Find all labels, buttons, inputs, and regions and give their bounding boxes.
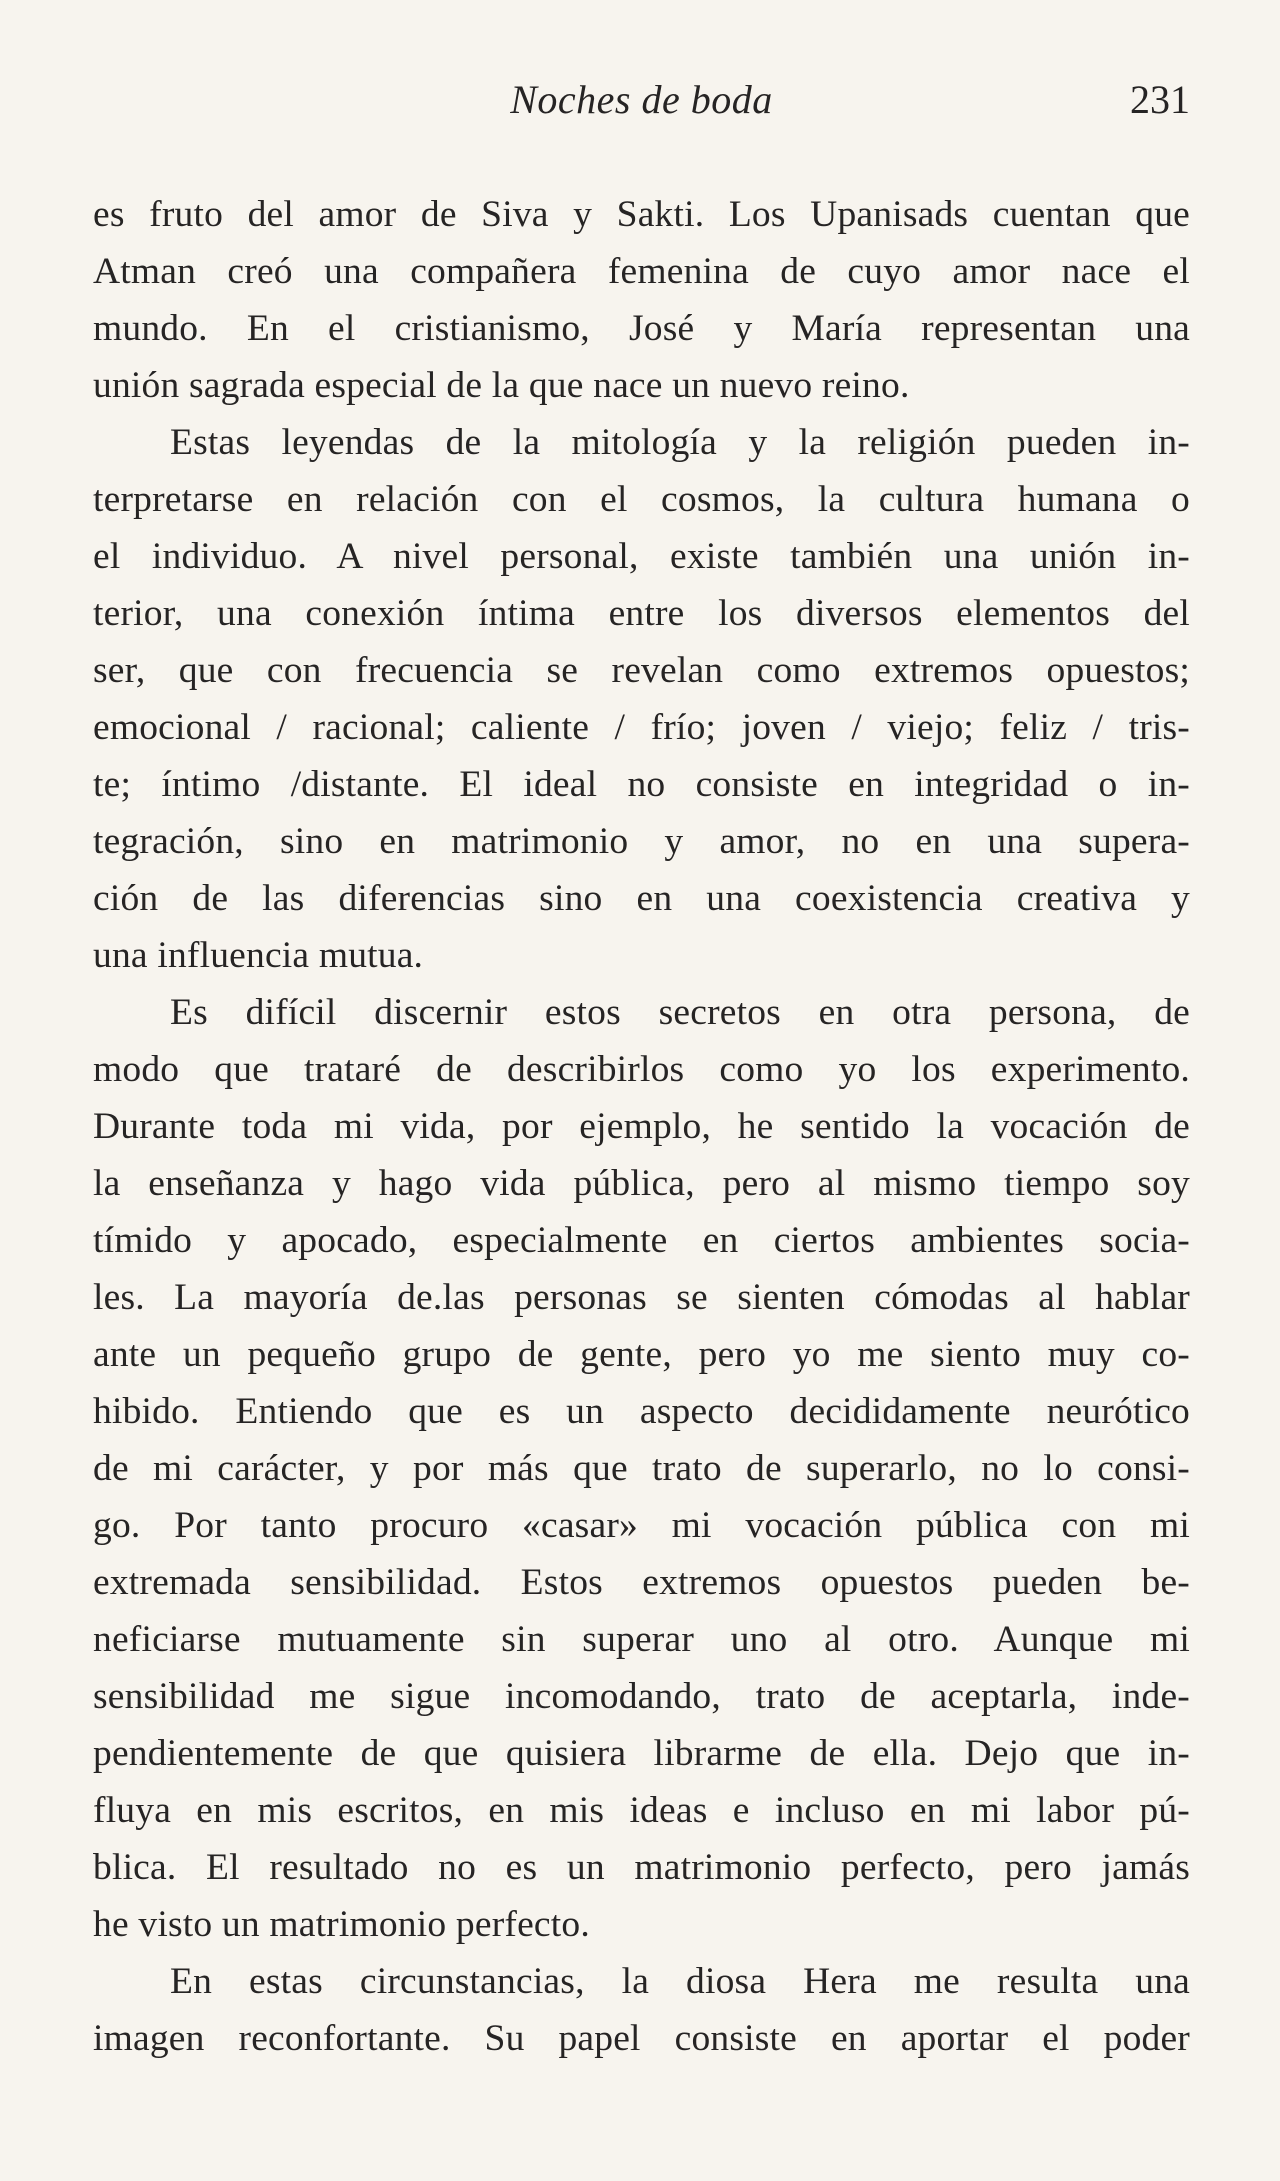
text-line: pendientemente de que quisiera librarme de ella. Dejo que in-	[93, 1733, 1190, 1774]
text-line: blica. El resultado no es un matrimonio perfecto, pero jamás	[93, 1847, 1190, 1888]
text-line: emocional / racional; caliente / frío; joven / viejo; feliz / tris-	[93, 707, 1190, 748]
text-line: Durante toda mi vida, por ejemplo, he sentido la vocación de	[93, 1106, 1190, 1147]
text-line: mundo. En el cristianismo, José y María representan una	[93, 308, 1190, 349]
text-line: les. La mayoría de.las personas se sienten cómodas al hablar	[93, 1277, 1190, 1318]
text-line: go. Por tanto procuro «casar» mi vocación pública con mi	[93, 1505, 1190, 1546]
body-text	[93, 186, 1190, 2067]
text-line: sensibilidad me sigue incomodando, trato de aceptarla, inde-	[93, 1676, 1190, 1717]
text-line: la enseñanza y hago vida pública, pero al mismo tiempo soy	[93, 1163, 1190, 1204]
text-line: terpretarse en relación con el cosmos, la cultura humana o	[93, 479, 1190, 520]
text-line: fluya en mis escritos, en mis ideas e incluso en mi labor pú-	[93, 1790, 1190, 1831]
text-line: En estas circunstancias, la diosa Hera me resulta una	[170, 1961, 1190, 2002]
text-line: modo que trataré de describirlos como yo los experimento.	[93, 1049, 1190, 1090]
page-number: 231	[1130, 77, 1190, 122]
text-line: tegración, sino en matrimonio y amor, no en una supera-	[93, 821, 1190, 862]
text-line: te; íntimo /distante. El ideal no consiste en integridad o in-	[93, 764, 1190, 805]
text-line: de mi carácter, y por más que trato de superarlo, no lo consi-	[93, 1448, 1190, 1489]
text-line: hibido. Entiendo que es un aspecto decididamente neurótico	[93, 1391, 1190, 1432]
text-line: es fruto del amor de Siva y Sakti. Los Upanisads cuentan que	[93, 194, 1190, 235]
text-line: Es difícil discernir estos secretos en otra persona, de	[170, 992, 1190, 1033]
text-line: una influencia mutua.	[93, 935, 424, 976]
text-line: tímido y apocado, especialmente en ciertos ambientes socia-	[93, 1220, 1190, 1261]
running-title: Noches de boda	[510, 77, 773, 122]
text-line: ser, que con frecuencia se revelan como extremos opuestos;	[93, 650, 1190, 691]
text-line: ción de las diferencias sino en una coexistencia creativa y	[93, 878, 1190, 919]
text-line: extremada sensibilidad. Estos extremos opuestos pueden be-	[93, 1562, 1190, 1603]
text-line: el individuo. A nivel personal, existe también una unión in-	[93, 536, 1190, 577]
page-header	[93, 70, 1190, 130]
text-line: terior, una conexión íntima entre los diversos elementos del	[93, 593, 1190, 634]
text-line: he visto un matrimonio perfecto.	[93, 1904, 590, 1945]
text-line: Atman creó una compañera femenina de cuyo amor nace el	[93, 251, 1190, 292]
text-line: unión sagrada especial de la que nace un nuevo reino.	[93, 365, 910, 406]
text-line: ante un pequeño grupo de gente, pero yo me siento muy co-	[93, 1334, 1190, 1375]
text-line: Estas leyendas de la mitología y la religión pueden in-	[170, 422, 1190, 463]
text-line: neficiarse mutuamente sin superar uno al otro. Aunque mi	[93, 1619, 1190, 1660]
text-line: imagen reconfortante. Su papel consiste en aportar el poder	[93, 2018, 1190, 2059]
